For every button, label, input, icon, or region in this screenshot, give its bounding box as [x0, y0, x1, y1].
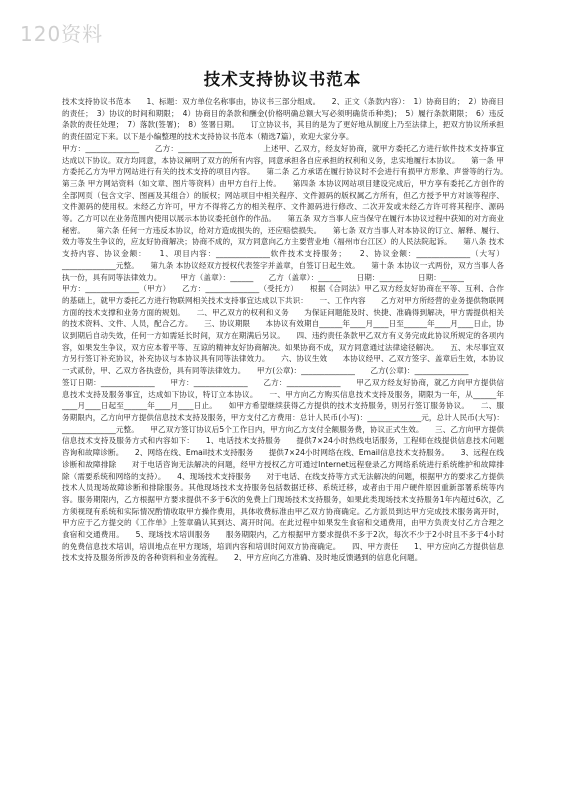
document-body	[62, 96, 520, 796]
paragraph: 签订日期：______________ 甲方：______________ 乙方：______________ 甲乙双方经友好协商，就乙方向甲方提供信息技术支持及服务事宜，达成如下协议，特订立本协议。 一、甲方向乙方购买信息技术支持及服务，期限为一年，从______年____月____日起至______年____月____日止。 如甲方希望继续获得乙方提供的技术支持服务，则另行签订服务协议。 二、服务期限内，乙方向甲方提供信息技术支持及服务，甲方支付乙方费用：总计人民币(小写)：______________元，总计人民币(大写)：______________元整。 甲乙双方签订协议后5个工作日内，甲方向乙方支付全额服务费，协议正式生效。 三、乙方向甲方提供信息技术支持及服务方式和内容如下： 1、电话技术支持服务 提供7×24小时热线电话服务，工程师在线提供信息技术问题咨询和故障诊断。 2、网络在线、Email技术支持服务 提供7×24小时网络在线、Email信息技术支持服务。 3、远程在线诊断和故障排除 对于电话咨询无法解决的问题，经甲方授权乙方可通过Internet远程登录乙方网络系统进行系统维护和故障排除（需要系统和网络的支持）。 4、现场技术支持服务 对于电话、在线支持等方式无法解决的问题，根据甲方的要求乙方提供技术人员现场故障诊断和排除服务。其他现场技术支持服务包括数据迁移、系统迁移，或者由于用户硬件原因重新部署系统等内容。服务期限内，乙方根据甲方要求提供不多于6次的免费上门现场技术支持服务，如果此类现场技术支持服务1年内超过6次，乙方须视现有系统和实际情况酌情收取甲方操作费用，具体收费标准由甲乙双方协商确定。乙方派员到达甲方完成技术服务离开时，甲方应于乙方提交的《工作单》上签章确认其到达、离开时间。在此过程中如果发生食宿和交通费用，由甲方负责支付乙方合理之食宿和交通费用。 5、现场技术培训服务 服务期限内，乙方根据甲方要求提供不多于2次，每次不少于2小时且不多于4小时的免费信息技术培训，培训地点在甲方现场，培训内容和培训时间双方协商确定。 四、甲方责任 1、甲方应向乙方提供信息技术支持及服务所涉及的各种资料和业务流程。 2、甲方应向乙方准确、及时地反馈遇到的信息化问题。	[62, 377, 504, 563]
document-title: 技术支持协议书范本	[203, 70, 362, 89]
watermark: 120资料	[20, 22, 104, 46]
paragraph: 甲方：______________（甲方） 乙方：______________（受托方） 根据《合同法》甲乙双方经友好协商在平等、互利、合作的基础上，就甲方委托乙方进行物联网相关技术支持事宜达成以下共识： 一、工作内容 乙方对甲方所经营的业务提供物联网方面的技术支撑和业务方面的规划。 二、甲乙双方的权利和义务 为保证问题能及时、快捷、准确得到解决，甲方需提供相关的技术资料、文件、人员，配合乙方。 三、协议期限 本协议有效期自______年____月____日至______年____月____日止，协议到期后自动失效，任何一方如需延长时间，双方在期满后另议。 四、违约责任条款甲乙双方有义务完成此协议所规定的各项内容，如果发生争议，双方应本着平等、互谅的精神友好协商解决。如果协商不成，双方同意通过法律途径解决。 五、未尽事宜双方另行签订补充协议，补充协议与本协议具有同等法律效力。 六、协议生效 本协议经甲、乙双方签字、盖章后生效，本协议一式贰份，甲、乙双方各执壹份，具有同等法律效力。 甲方(公章)：______________ 乙方(公章)：______________	[62, 284, 504, 376]
paragraph: 甲方：______________ 乙方：______________ 上述甲、乙双方，经友好协商，就甲方委托乙方进行软件技术支持事宜达成以下协议。双方均同意，本协议阐明了双方的所有内容，同意承担各自应承担的权利和义务，忠实地履行本协议。 第一条 甲方委托乙方为甲方网站进行有关的技术支持的项目内容。 第二条 乙方承诺在履行协议时不会进行有损甲方形象、声誉等的行为。 第三条 甲方网站资料（如文章、图片等资料）由甲方自行上传。 第四条 本协议网站项目建设完成后，甲方享有委托乙方创作的全部网页（包含文字、图画及其组合）的版权；网站项目中相关程序、文件源码的版权属乙方所有，但乙方授予甲方对该等程序、文件源码的使用权。未经乙方许可，甲方不得将乙方的相关程序、文件源码进行修改、二次开发或未经乙方许可将其程序、源码等。乙方可以在业务范围内使用以展示本协议委托创作的作品。 第五条 双方当事人应当保守在履行本协议过程中获知的对方商业秘密。 第六条 任何一方违反本协议，给对方造成损失的，还应赔偿损失。 第七条 双方当事人对本协议的订立、解释、履行、效力等发生争议的，应友好协商解决；协商不成的，双方同意向乙方主要营业地（福州市台江区）的人民法院起诉。 第八条 技术支持内容、协议金额： 1、项目内容：______________软件技术支持服务； 2、协议金额：______________（大写）______________元整。 第九条 本协议经双方授权代表签字并盖章，自签订日起生效。 第十条 本协议一式两份，双方当事人各执一份，具有同等法律效力。 甲方（盖章）：______ 乙方（盖章）：______ 日期：______ 日期：______	[62, 143, 520, 282]
paragraph: 技术支持协议书范本 1、标题：双方单位名称事由，协议书三部分组成。 2、正文（条款内容）： 1）协商目的； 2）协商目的责任； 3）协议的时间和期限； 4）协商目的条款和酬金(价格明确总额大写必须明确货币种类)； 5）履行条款期限； 6）违反条款的责任处理； 7）落款(签署)； 8）签署日期。 订立协议书，其目的是为了更好地从制度上乃至法律上，把双方协议所承担的责任固定下来。以下是小编整理的技术支持协议书范本（精选7篇），欢迎大家分享。	[62, 97, 504, 142]
